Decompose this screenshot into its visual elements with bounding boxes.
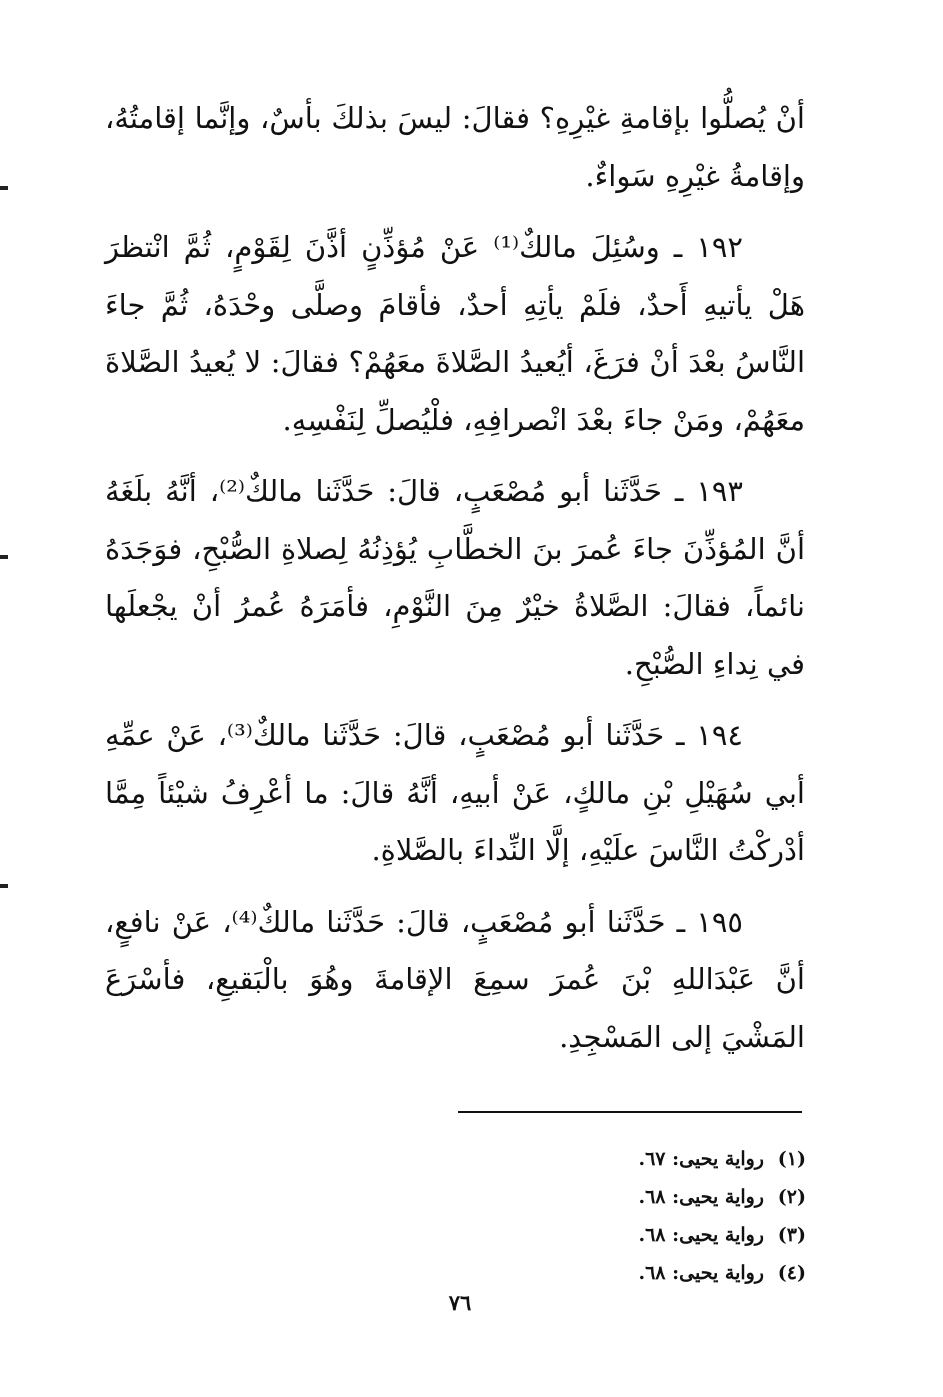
footnote-divider xyxy=(458,1111,802,1113)
page-number: ٧٦ xyxy=(448,1290,472,1315)
footnote-text: رواية يحيى: ٦٨. xyxy=(638,1186,764,1208)
footnote-text: رواية يحيى: ٦٨. xyxy=(638,1224,764,1246)
paragraph-194: ١٩٤ ـ حَدَّثَنا أبو مُصْعَبٍ، قالَ: حَدَّثَنا مالكٌ⁽³⁾، عَنْ عمِّهِ أبي سُهَيْلِ بْنِ مالكٍ، عَنْ أبيهِ، أنَّهُ قالَ: ما أعْرِفُ شيْئاً مِمَّا أدْركْتُ النَّاسَ علَيْهِ، إلَّا النِّداءَ بالصَّلاةِ. xyxy=(105,718,805,867)
footnote-number: (١) xyxy=(777,1148,806,1170)
scan-edge-mark xyxy=(0,884,8,888)
footnote-text: رواية يحيى: ٦٧. xyxy=(638,1148,764,1170)
paragraph-continuation: أنْ يُصلُّوا بإقامةِ غيْرِهِ؟ فقالَ: ليسَ بذلكَ بأسٌ، وإنَّما إقامتُهُ، وإقامةُ غيْرِهِ سَواءٌ. xyxy=(105,101,805,193)
scan-edge-mark xyxy=(0,186,8,190)
footnote-number: (٤) xyxy=(777,1262,806,1284)
paragraph-192: ١٩٢ ـ وسُئِلَ مالكٌ⁽¹⁾ عَنْ مُؤذِّنٍ أذَّنَ لِقَوْمٍ، ثُمَّ انْتظرَ هَلْ يأتيهِ أَحدٌ، فلَمْ يأتِهِ أحدٌ، فأقامَ وصلَّى وحْدَهُ، ثُمَّ جاءَ النَّاسُ بعْدَ أنْ فرَغَ، أيُعيدُ الصَّلاةَ معَهُمْ؟ فقالَ: لا يُعيدُ الصَّلاةَ معَهُمْ، ومَنْ جاءَ بعْدَ انْصرافِهِ، فلْيُصلِّ لِنَفْسِهِ. xyxy=(105,230,805,437)
footnote-4 xyxy=(560,1254,806,1292)
footnotes xyxy=(560,1140,806,1292)
footnote-number: (٣) xyxy=(777,1224,806,1246)
footnote-number: (٢) xyxy=(777,1186,806,1208)
footnote-1 xyxy=(560,1140,806,1178)
footnote-text: رواية يحيى: ٦٨. xyxy=(638,1262,764,1284)
main-text xyxy=(105,90,805,1080)
scan-edge-mark xyxy=(0,555,8,559)
paragraph-195: ١٩٥ ـ حَدَّثَنا أبو مُصْعَبٍ، قالَ: حَدَّثَنا مالكٌ⁽⁴⁾، عَنْ نافعٍ، أنَّ عَبْدَاللهِ بْنَ عُمرَ سمِعَ الإقامةَ وهُوَ بالْبَقيعِ، فأسْرَعَ المَشْيَ إلى المَسْجِدِ. xyxy=(105,904,805,1054)
footnote-3 xyxy=(560,1216,806,1254)
paragraph-193: ١٩٣ ـ حَدَّثَنا أبو مُصْعَبٍ، قالَ: حَدَّثَنا مالكٌ⁽²⁾، أنَّهُ بلَغَهُ أنَّ المُؤذِّنَ جاءَ عُمرَ بنَ الخطَّابِ يُؤذِنُهُ لِصلاةِ الصُّبْحِ، فوَجَدَهُ نائماً، فقالَ: الصَّلاةُ خيْرٌ مِنَ النَّوْمِ، فأمَرَهُ عُمرُ أنْ يجْعلَها في نِداءِ الصُّبْحِ. xyxy=(105,474,805,681)
footnote-2 xyxy=(560,1178,806,1216)
